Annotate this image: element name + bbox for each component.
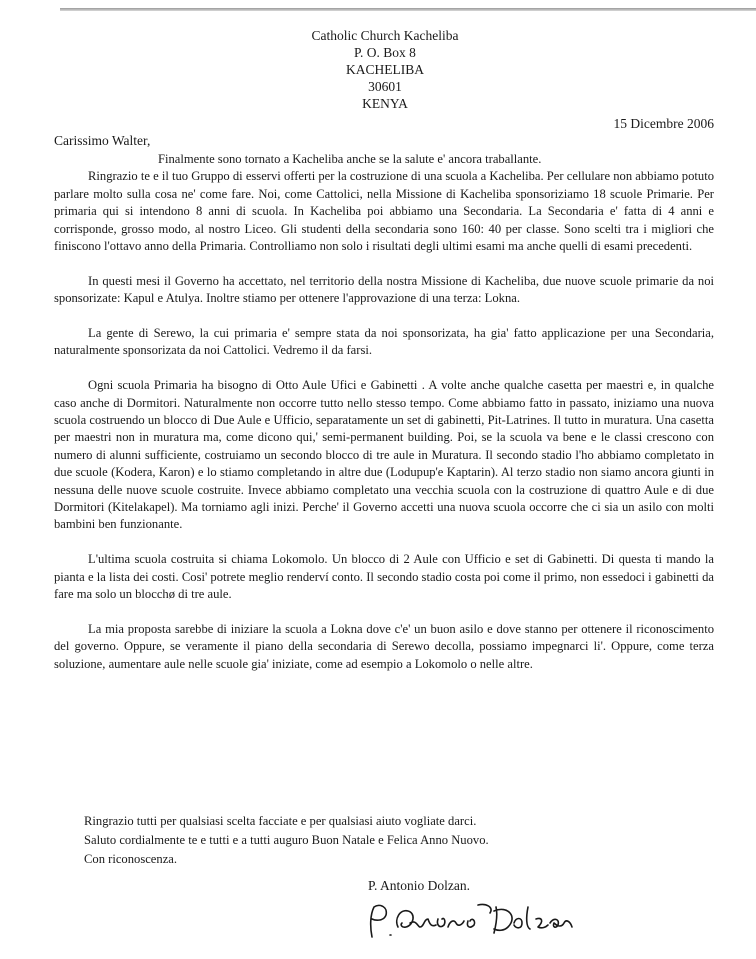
signatory-name: P. Antonio Dolzan.: [368, 878, 471, 893]
closing-block: [84, 812, 489, 869]
letter-date: 15 Dicembre 2006: [613, 116, 714, 131]
body-paragraph: L'ultima scuola costruita si chiama Lokomolo. Un blocco di 2 Aule con Ufficio e set di Gabinetti. Di questa ti mando la pianta e la lista dei costi. Cosi' potrete meglio renderví conto. Il secondo stadio costa poi come il primo, non essedoci i gabinetti da fare ma solo un blocchø di tre aule.: [54, 552, 714, 602]
closing-line: Ringrazio tutti per qualsiasi scelta facciate e per qualsiasi aiuto vogliate darci.: [84, 814, 477, 828]
letterhead-line: KENYA: [362, 96, 408, 111]
closing-line: Con riconoscenza.: [84, 852, 178, 866]
body-paragraph: La gente di Serewo, la cui primaria e' sempre stata da noi sponsorizata, ha gia' fatto applicazione per una Secondaria, naturalmente sponsorizata da noi Cattolici. Vedremo il da farsi.: [54, 326, 714, 358]
intro-line: Finalmente sono tornato a Kacheliba anche se la salute e' ancora traballante.: [158, 152, 542, 166]
salutation: Carissimo Walter,: [54, 133, 151, 148]
closing-line: Saluto cordialmente te e tutti e a tutti auguro Buon Natale e Felica Anno Nuovo.: [84, 833, 489, 847]
body-paragraph: La mia proposta sarebbe di iniziare la scuola a Lokna dove c'e' un buon asilo e dove stanno per ottenere il riconoscimento del governo. Oppure, se veramente il piano della secondaria di Serewo decolla, possiamo impegnarci li'. Oppure, come terza soluzione, aumentare aule nelle scuole gia' iniziate, come ad esempio a Lokomolo o nelle altre.: [54, 621, 714, 671]
letterhead-line: KACHELIBA: [346, 62, 424, 77]
handwritten-signature: [358, 897, 578, 947]
body-paragraph: Ringrazio te e il tuo Gruppo di esservi offerti per la costruzione di una scuola a Kacheliba. Per cellulare non abbiamo potuto parlare molto sulla cosa ne' come fare. Noi, come Cattolici, nella Missione di Kacheliba sponsoriziamo 18 scuole Primarie. Per primaria qui si intendono 8 anni di scuola. In Kacheliba poi abbiamo una Secondaria. La Secondaria e' fatta di 4 anni e corrisponde, grosso modo, al nostro Liceo. Gli studenti della secondaria sono 160: 40 per classe. Sono scelti tra i migliori che finiscono l'ottavo anno della Primaria. Controlliamo non solo i risultati degli ultimi esami ma anche quelli di esami precedenti.: [54, 169, 714, 254]
letterhead-line: Catholic Church Kacheliba: [311, 28, 459, 43]
body-paragraph: Ogni scuola Primaria ha bisogno di Otto Aule Ufici e Gabinetti . A volte anche qualche casetta per maestri e, in qualche caso anche di Dormitori. Naturalmente non occorre tutto nello stesso tempo. Come abbiamo fatto in passato, iniziamo una nuova scuola costruendo un blocco di Due Aule e Ufficio, separatamente un set di gabinetti, Pit-Latrines. Il tutto in muratura. Una casetta per maestri non in muratura ma, come dicono qui,' semi-permanent building. Poi, se la scuola va bene e le classi crescono con numero di alunni sufficiente, costruiamo un secondo blocco di tre aule in Muratura. Il secondo stadio l'ho abbiamo completato in due scuole (Kodera, Karon) e lo stiamo completando in altre due (Lodupup'e Kaptarin). Al terzo stadio non siamo ancora giunti in nessuna delle nuove scuole costruite. Invece abbiamo completato una vecchia scuola con la costruzione di quattro Aule e di due Dormitori (Kitelakapel). Ma torniamo agli inizi. Perche' il Governo accetti una nuova scuola occorre che ci sia un asilo con molti bambini ben funzionante.: [54, 378, 714, 532]
letter-body: [54, 151, 714, 691]
letterhead-address: [270, 27, 500, 112]
body-paragraph: In questi mesi il Governo ha accettato, nel territorio della nostra Missione di Kacheliba, due nuove scuole primarie da noi sponsorizate: Kapul e Atulya. Inoltre stiamo per ottenere l'approvazione di una terza: Lokna.: [54, 273, 714, 306]
letterhead-line: 30601: [368, 79, 402, 94]
letterhead-line: P. O. Box 8: [354, 45, 416, 60]
scan-edge-rule: [60, 8, 756, 11]
